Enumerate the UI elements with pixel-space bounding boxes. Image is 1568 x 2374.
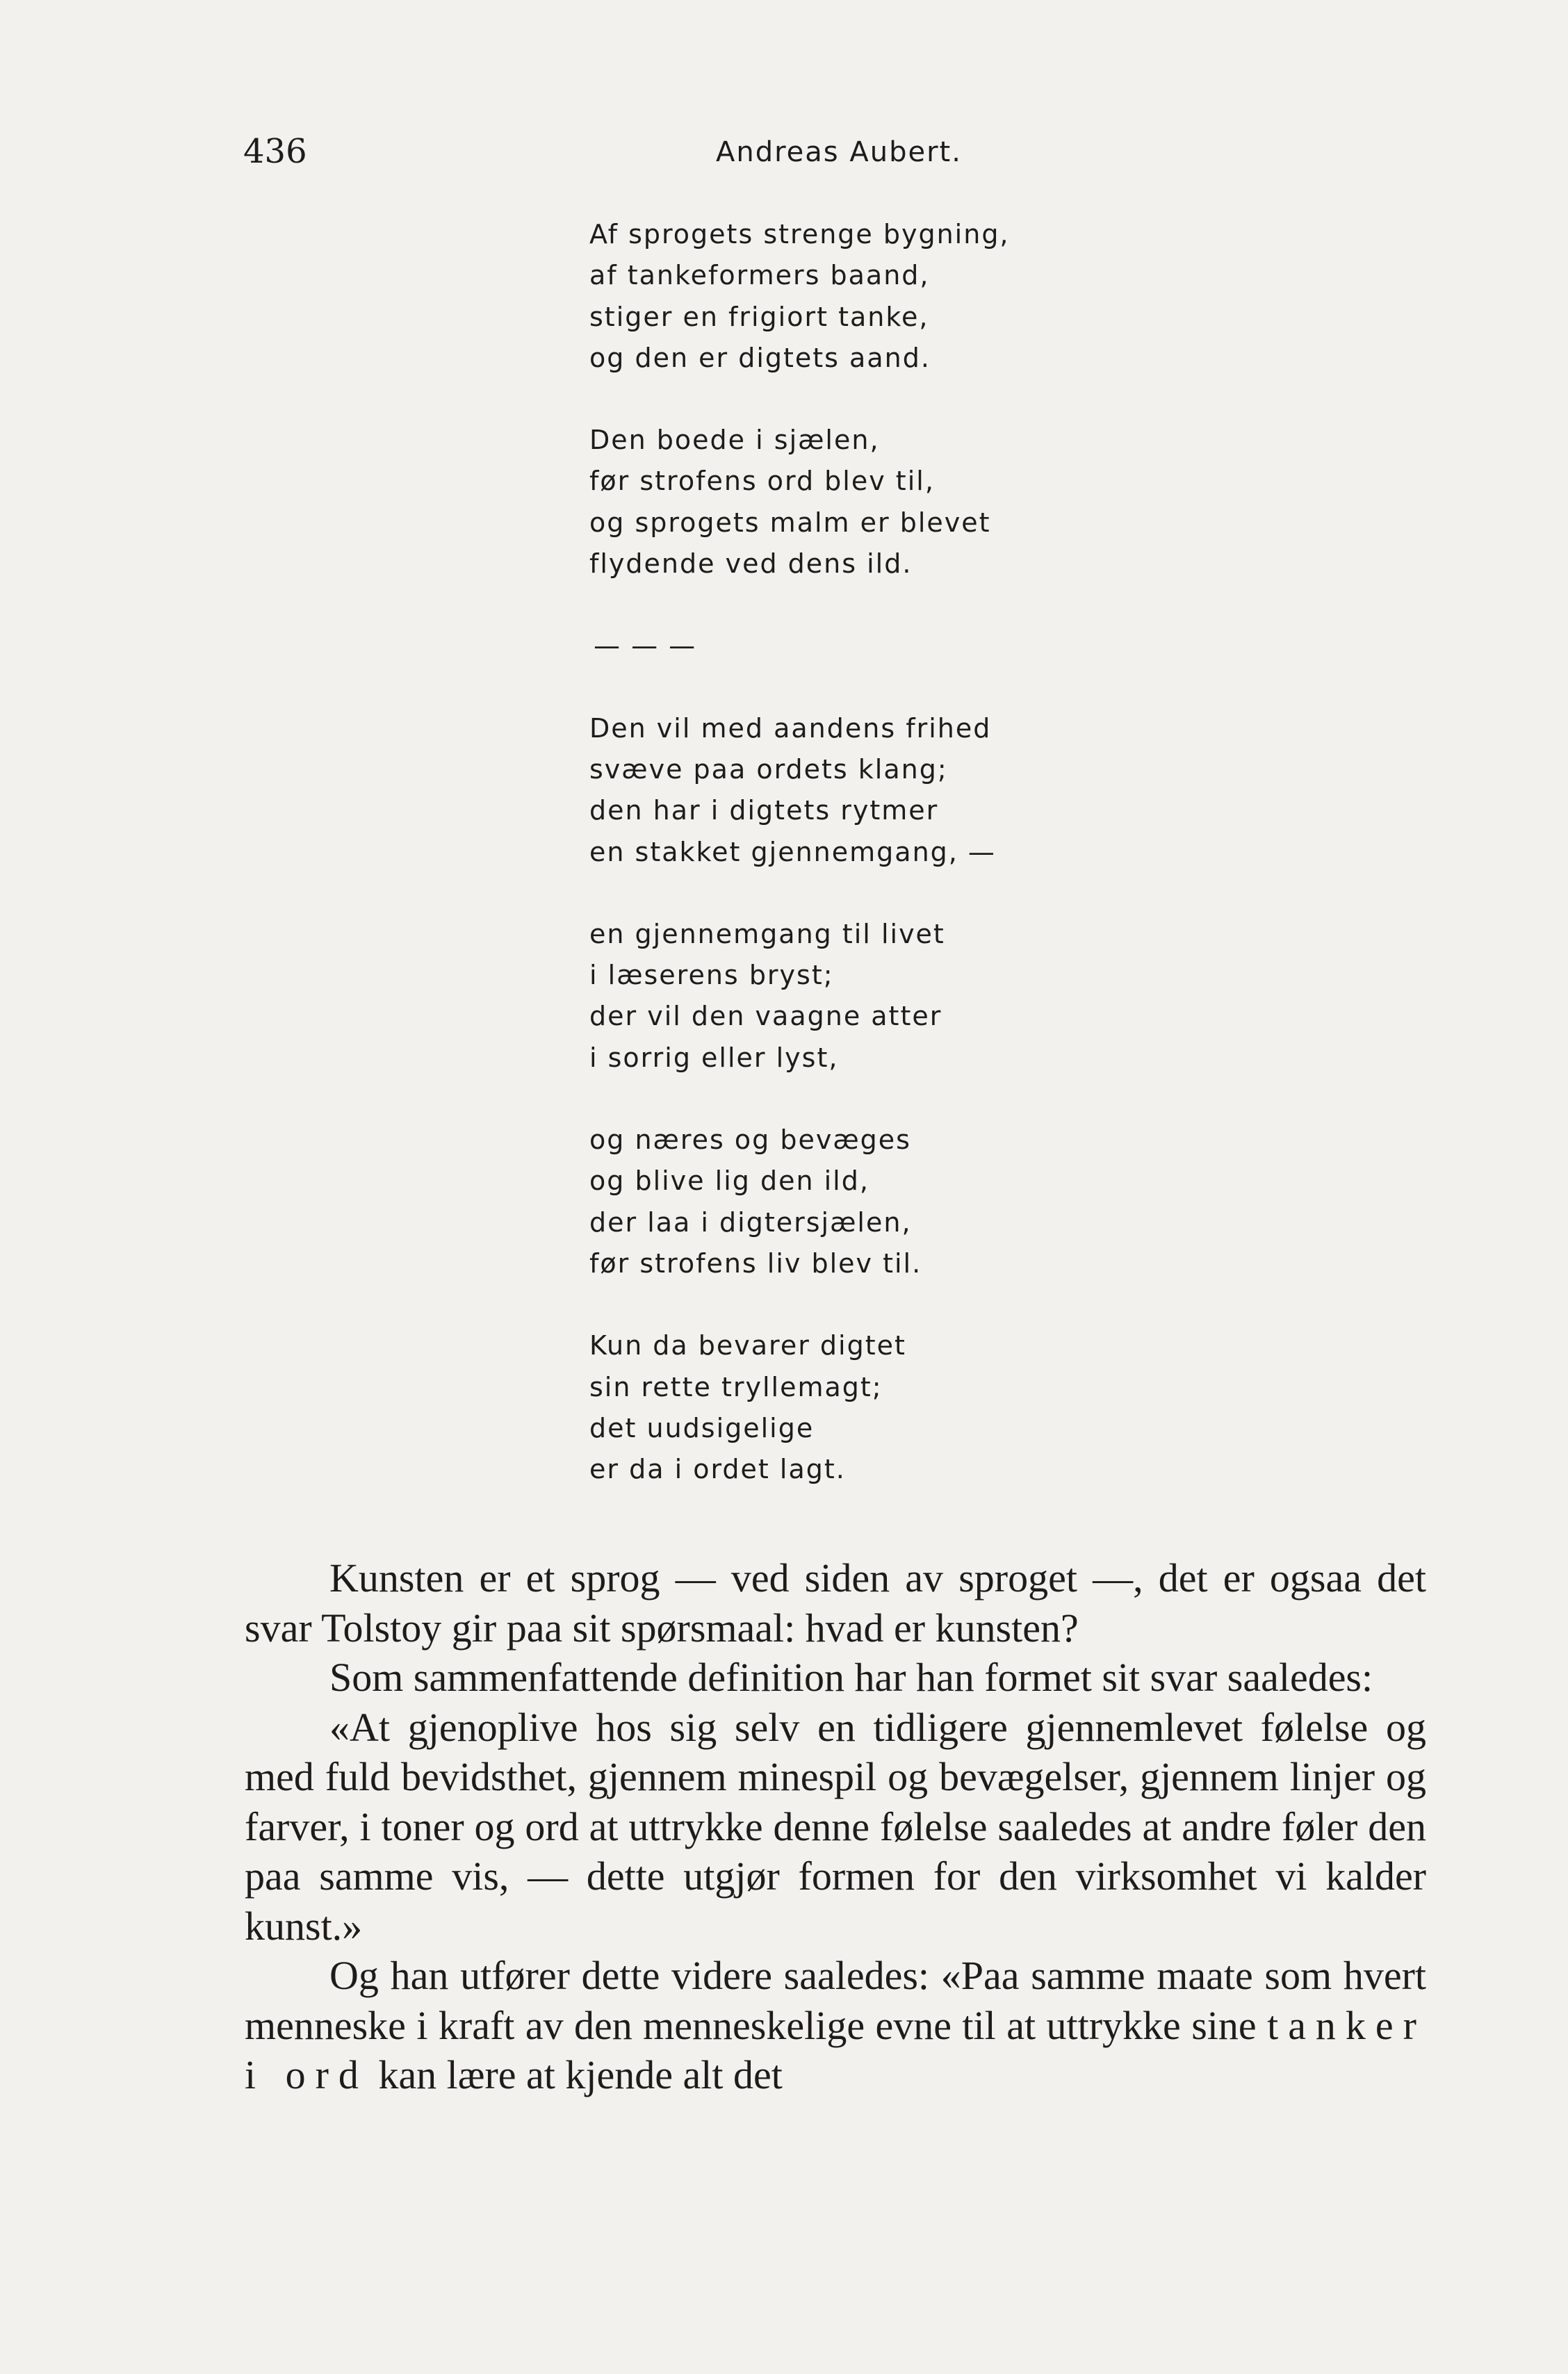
poem-stanza <box>589 914 1090 1079</box>
poem-line: og sprogets malm er blevet <box>589 507 991 538</box>
poem-line: i læserens bryst; <box>589 960 834 991</box>
poem-line: Den vil med aandens frihed <box>589 712 992 744</box>
poem-line: det uudsigelige <box>589 1412 815 1443</box>
running-head: Andreas Aubert. <box>716 136 962 168</box>
poem-line: svæve paa ordets klang; <box>589 753 948 785</box>
poem-stanza <box>589 708 1090 873</box>
poem-line: Kun da bevarer digtet <box>589 1330 906 1361</box>
poem <box>589 214 1090 1490</box>
poem-line: sin rette tryllemagt; <box>589 1371 883 1402</box>
paragraph: Som sammenfattende definition har han formet sit svar saaledes: <box>329 1655 1373 1700</box>
paragraph: Kunsten er et sprog — ved siden av sproget —, det er ogsaa det svar Tolstoy gir paa sit spørsmaal: hvad er kunsten? <box>245 1555 1426 1651</box>
page-number: 436 <box>243 132 307 171</box>
poem-line: flydende ved dens ild. <box>589 548 913 580</box>
poem-line: Af sprogets strenge bygning, <box>589 219 1010 249</box>
dash-separator: — — — <box>594 630 697 662</box>
poem-line: der laa i digtersjælen, <box>589 1206 912 1238</box>
emphasized-text: tanker i ord <box>245 2002 1426 2097</box>
poem-line: stiger en frigiort tanke, <box>589 301 929 332</box>
poem-line: og blive lig den ild, <box>589 1165 869 1197</box>
poem-line: den har i digtets rytmer <box>589 795 939 826</box>
paragraph-text: Og han utfører dette videre saaledes: «Paa samme maate som hvert menneske i kraft av den menneskelige evne til at uttrykke sine <box>245 1953 1426 2048</box>
poem-stanza <box>589 1325 1090 1490</box>
poem-line: en stakket gjennemgang, — <box>589 836 996 867</box>
poem-line: i sorrig eller lyst, <box>589 1042 839 1073</box>
paragraph: «At gjenoplive hos sig selv en tidligere gjennemlevet følelse og med fuld bevidsthet, gjennem minespil og bevægelser, gjennem linjer og farver, i toner og ord at uttrykke denne følelse saaledes at andre føler den paa samme vis, — dette utgjør formen for den virksomhet vi kalder kunst.» <box>245 1704 1426 1949</box>
body-text <box>245 1553 1426 2100</box>
poem-line: der vil den vaagne atter <box>589 1001 942 1032</box>
poem-line: før strofens liv blev til. <box>589 1247 922 1279</box>
poem-line: før strofens ord blev til, <box>589 466 935 497</box>
section-separator <box>589 625 1090 666</box>
poem-line: og næres og bevæges <box>589 1124 911 1156</box>
page-header <box>243 132 1432 181</box>
poem-line: og den er digtets aand. <box>589 342 931 373</box>
poem-stanza <box>589 1120 1090 1284</box>
poem-line: en gjennemgang til livet <box>589 918 945 949</box>
poem-stanza <box>589 420 1090 584</box>
poem-stanza <box>589 214 1090 379</box>
poem-line: Den boede i sjælen, <box>589 425 880 456</box>
poem-line: er da i ordet lagt. <box>589 1454 846 1485</box>
paragraph <box>245 1951 1426 2100</box>
poem-line: af tankeformers baand, <box>589 260 930 291</box>
paragraph-text: kan lære at kjende alt det <box>378 2052 783 2097</box>
